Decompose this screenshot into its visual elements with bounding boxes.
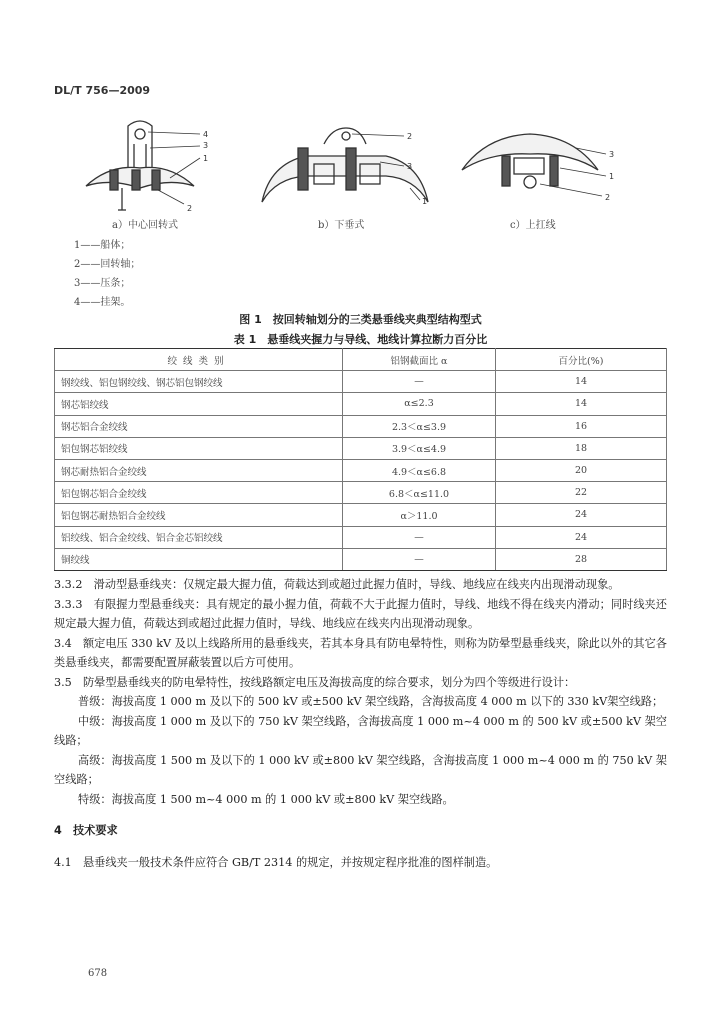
cell-percentage: 18: [496, 437, 667, 459]
cell-area-ratio: 2.3＜α≤3.9: [343, 415, 496, 437]
figure-title: 图 1 按回转轴划分的三类悬垂线夹典型结构型式: [239, 313, 482, 326]
table-header-row: [55, 349, 667, 371]
cell-area-ratio: α＞11.0: [343, 504, 496, 526]
figure-b-callout-3: 3: [407, 162, 413, 171]
cell-strand-type: 钢芯铝合金绞线: [55, 415, 343, 437]
figure-c-callout-2: 2: [605, 193, 611, 202]
clause-4-1: 4.1 悬垂线夹一般技术条件应符合 GB/T 2314 的规定，并按规定程序批准的图样制造。: [54, 855, 498, 869]
figure-b-downward: [262, 128, 428, 202]
figure-c-callout-3: 3: [609, 150, 615, 159]
cell-area-ratio: —: [343, 526, 496, 548]
table-row: [55, 548, 667, 570]
table-row: [55, 415, 667, 437]
clause-3-4: 3.4 额定电压 330 kV 及以上线路所用的悬垂线夹，若其本身具有防电晕特性，则称为防晕型悬垂线夹，除此以外的其它各类悬垂线夹，都需要配置屏蔽装置以后方可使用。: [54, 636, 667, 669]
cell-strand-type: 铝包钢芯铝绞线: [55, 437, 343, 459]
clamp-figures: [0, 118, 721, 228]
cell-percentage: 22: [496, 482, 667, 504]
grade-normal: 普级：海拔高度 1 000 m 及以下的 500 kV 或±500 kV 架空线路，含海拔高度 4 000 m 以下的 330 kV架空线路；: [78, 695, 664, 708]
grip-ratio-table: [54, 348, 667, 571]
grade-high: 高级：海拔高度 1 500 m 及以下的 1 000 kV 或±800 kV 架空线路，含海拔高度 1 000 m~4 000 m 的 750 kV 架空线路；: [54, 753, 667, 786]
figure-a-callout-4: 4: [203, 130, 209, 139]
table-row: [55, 526, 667, 548]
header-percentage: 百分比(%): [496, 349, 667, 371]
figure-a-center-rotation: [86, 121, 200, 210]
table-row: [55, 437, 667, 459]
clause-3-3-3: 3.3.3 有限握力型悬垂线夹：具有规定的最小握力值，荷载不大于此握力值时，导线、地线不得在线夹内滑动；同时线夹还规定最大握力值，荷载达到或超过此握力值时，导线、地线应在线夹内出现滑动现象。: [54, 597, 667, 630]
figure-b-callout-2: 2: [407, 132, 413, 141]
legend-item-4: 4——挂架。: [74, 297, 131, 308]
cell-percentage: 24: [496, 526, 667, 548]
document-code: DL/T 756—2009: [54, 84, 151, 97]
page-number: 678: [88, 968, 108, 979]
legend-item-2: 2——回转轴；: [74, 259, 141, 270]
figure-b-callout-1: 1: [422, 197, 428, 206]
section-4-heading: 4 技术要求: [54, 824, 118, 837]
legend-item-1: 1——船体；: [74, 240, 131, 251]
table-row: [55, 482, 667, 504]
figure-a-callout-1: 1: [203, 154, 209, 163]
cell-strand-type: 铝包钢芯铝合金绞线: [55, 482, 343, 504]
cell-area-ratio: —: [343, 371, 496, 393]
header-area-ratio: 铝钢截面比 α: [343, 349, 496, 371]
figure-legend: [74, 236, 140, 312]
figure-c-upper-carry: [462, 134, 606, 196]
figure-a-callout-2: 2: [187, 204, 193, 213]
cell-strand-type: 钢绞线、铝包钢绞线、钢芯铝包钢绞线: [55, 371, 343, 393]
figure-a-caption: a）中心回转式: [112, 220, 178, 231]
cell-area-ratio: 6.8＜α≤11.0: [343, 482, 496, 504]
cell-percentage: 14: [496, 371, 667, 393]
table-row: [55, 459, 667, 481]
cell-strand-type: 钢芯铝绞线: [55, 393, 343, 415]
cell-percentage: 16: [496, 415, 667, 437]
grade-special: 特级：海拔高度 1 500 m~4 000 m 的 1 000 kV 或±800 kV 架空线路。: [78, 792, 454, 806]
cell-strand-type: 铝绞线、铝合金绞线、铝合金芯铝绞线: [55, 526, 343, 548]
cell-strand-type: 铝包钢芯耐热铝合金绞线: [55, 504, 343, 526]
legend-item-3: 3——压条；: [74, 278, 131, 289]
cell-strand-type: 钢芯耐热铝合金绞线: [55, 459, 343, 481]
table-row: [55, 371, 667, 393]
table-title: 表 1 悬垂线夹握力与导线、地线计算拉断力百分比: [233, 333, 488, 346]
cell-area-ratio: —: [343, 548, 496, 570]
table-row: [55, 504, 667, 526]
cell-percentage: 20: [496, 459, 667, 481]
cell-area-ratio: 4.9＜α≤6.8: [343, 459, 496, 481]
table-row: [55, 393, 667, 415]
figure-a-callout-3: 3: [203, 141, 209, 150]
clause-3-3-2: 3.3.2 滑动型悬垂线夹：仅规定最大握力值，荷载达到或超过此握力值时，导线、地线应在线夹内出现滑动现象。: [54, 578, 620, 591]
figure-c-caption: c）上扛线: [510, 220, 556, 231]
clause-3-5: 3.5 防晕型悬垂线夹的防电晕特性，按线路额定电压及海拔高度的综合要求，划分为四个等级进行设计：: [54, 675, 576, 689]
cell-percentage: 24: [496, 504, 667, 526]
header-strand-type: 绞线类别: [55, 349, 343, 371]
cell-strand-type: 铜绞线: [55, 548, 343, 570]
body-text: [54, 575, 667, 872]
cell-area-ratio: 3.9＜α≤4.9: [343, 437, 496, 459]
grade-medium: 中级：海拔高度 1 000 m 及以下的 750 kV 架空线路，含海拔高度 1 000 m~4 000 m 的 500 kV 或±500 kV 架空线路；: [54, 714, 667, 747]
cell-percentage: 28: [496, 548, 667, 570]
figure-c-callout-1: 1: [609, 172, 615, 181]
cell-percentage: 14: [496, 393, 667, 415]
figure-b-caption: b）下垂式: [318, 220, 365, 231]
cell-area-ratio: α≤2.3: [343, 393, 496, 415]
